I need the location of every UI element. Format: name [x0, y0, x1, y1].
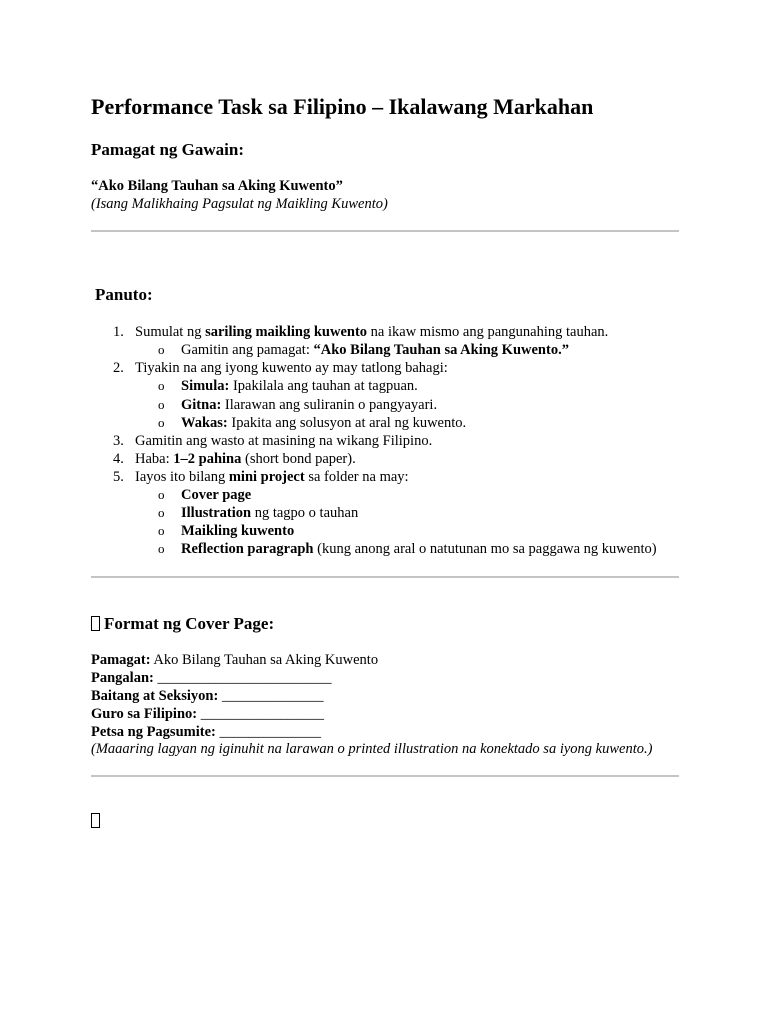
list-number-2: 2.: [113, 360, 124, 376]
panuto-heading: Panuto:: [95, 285, 153, 304]
gawain-title: “Ako Bilang Tauhan sa Aking Kuwento”: [91, 178, 343, 194]
cover-heading: Format ng Cover Page:: [91, 614, 274, 634]
list-item-1: Sumulat ng sariling maikling kuwento na ikaw mismo ang pangunahing tauhan.: [135, 324, 609, 340]
list-subitem-5-4: Reflection paragraph (kung anong aral o natutunan mo sa paggawa ng kuwento): [181, 541, 657, 557]
bullet: o: [158, 397, 165, 412]
list-item-2: Tiyakin na ang iyong kuwento ay may tatlong bahagi:: [135, 360, 448, 376]
list-number-4: 4.: [113, 451, 124, 467]
list-subitem-5-3: Maikling kuwento: [181, 523, 295, 539]
list-number-5: 5.: [113, 469, 124, 485]
divider-1: [91, 230, 679, 232]
cover-baitang: Baitang at Seksiyon: ______________: [91, 688, 324, 704]
list-subitem-5-1: Cover page: [181, 487, 252, 503]
bullet: o: [158, 378, 165, 393]
bullet: o: [158, 415, 165, 430]
divider-2: [91, 576, 679, 578]
missing-glyph-icon: [91, 616, 100, 631]
list-number-3: 3.: [113, 433, 124, 449]
bullet: o: [158, 487, 165, 502]
list-item-3: Gamitin ang wasto at masining na wikang Filipino.: [135, 433, 433, 449]
list-subitem-2-2: Gitna: Ilarawan ang suliranin o pangyayari.: [181, 397, 438, 413]
list-subitem-2-1: Simula: Ipakilala ang tauhan at tagpuan.: [181, 378, 418, 394]
gawain-subtitle: (Isang Malikhaing Pagsulat ng Maikling Kuwento): [91, 196, 388, 212]
missing-glyph-icon: [91, 813, 100, 828]
cover-petsa: Petsa ng Pagsumite: ______________: [91, 724, 321, 740]
cover-guro: Guro sa Filipino: _________________: [91, 706, 324, 722]
list-number-1: 1.: [113, 324, 124, 340]
trailing-glyph: [91, 813, 104, 831]
bullet: o: [158, 541, 165, 556]
divider-3: [91, 775, 679, 777]
bullet: o: [158, 505, 165, 520]
cover-pangalan: Pangalan: ________________________: [91, 670, 332, 686]
page-title: Performance Task sa Filipino – Ikalawang Markahan: [91, 94, 594, 119]
list-item-5: Iayos ito bilang mini project sa folder na may:: [135, 469, 409, 485]
gawain-heading: Pamagat ng Gawain:: [91, 140, 244, 159]
cover-pamagat: Pamagat: Ako Bilang Tauhan sa Aking Kuwento: [91, 652, 379, 668]
list-subitem-5-2: Illustration ng tagpo o tauhan: [181, 505, 359, 521]
list-subitem-1-1: Gamitin ang pamagat: “Ako Bilang Tauhan sa Aking Kuwento.”: [181, 342, 569, 358]
list-item-4: Haba: 1–2 pahina (short bond paper).: [135, 451, 356, 467]
cover-note: (Maaaring lagyan ng iginuhit na larawan o printed illustration na konektado sa iyong kuwento.): [91, 741, 653, 757]
list-subitem-2-3: Wakas: Ipakita ang solusyon at aral ng kuwento.: [181, 415, 467, 431]
bullet: o: [158, 342, 165, 357]
bullet: o: [158, 523, 165, 538]
